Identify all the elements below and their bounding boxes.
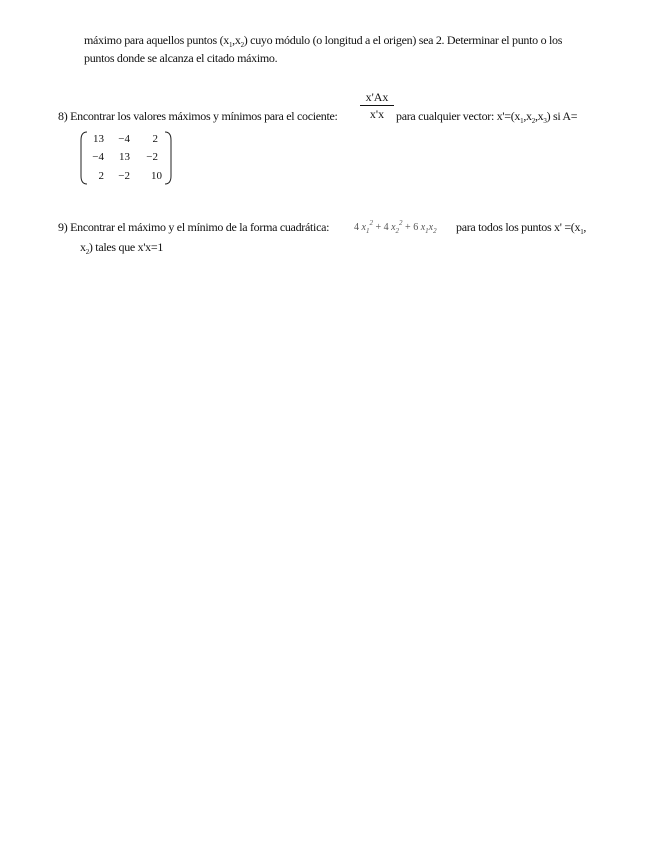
variable: x: [420, 222, 426, 233]
matrix-cell: 2: [98, 170, 104, 182]
matrix-cell: 13: [93, 133, 104, 145]
superscript: 2: [369, 219, 373, 227]
problem-9-points-text: [456, 220, 586, 239]
quotient-fraction: [360, 90, 394, 121]
text-segment: ) cuyo módulo (o longitud a el origen) sea 2. Determinar el punto o los: [243, 33, 563, 47]
subscript: 2: [85, 248, 89, 256]
continuation-line-2: [84, 51, 277, 65]
text-segment: ) tales que x'x=1: [88, 240, 164, 254]
subscript: 1: [365, 227, 370, 235]
subscript: 1: [228, 41, 233, 49]
variable: x: [361, 222, 366, 233]
text-segment: ,x: [232, 33, 241, 47]
subscript: 2: [395, 227, 400, 235]
matrix-a: [80, 130, 172, 186]
matrix-cell: 10: [151, 170, 162, 182]
matrix-cell: 2: [152, 133, 158, 145]
operator: +: [372, 222, 384, 233]
coefficient: 6: [413, 222, 419, 233]
subscript: 2: [531, 117, 535, 125]
text-segment: máximo para aquellos puntos (x: [84, 33, 229, 47]
text-segment: ,x: [534, 109, 544, 123]
text-segment: para todos los puntos x' =(x: [456, 220, 581, 234]
problem-8-label: [58, 109, 338, 123]
operator: +: [402, 222, 414, 233]
variable: x: [391, 222, 396, 233]
subscript: 3: [543, 117, 547, 125]
matrix-cell: −4: [92, 151, 104, 163]
fraction-numerator: x'Ax: [365, 90, 389, 104]
subscript: 1: [520, 117, 524, 125]
coefficient: 4: [383, 222, 389, 233]
matrix-cell: −4: [118, 133, 130, 145]
matrix-cell: 13: [119, 151, 130, 163]
problem-8-vector-text: [396, 109, 577, 128]
subscript: 2: [433, 227, 437, 235]
matrix-cell: −2: [146, 151, 158, 163]
fraction-bar: [360, 105, 394, 106]
fraction-denominator: x'x: [369, 107, 385, 121]
text-segment: para cualquier vector: x'=(x: [396, 109, 521, 123]
subscript: 1: [425, 227, 429, 235]
problem-9-line-2: [80, 240, 163, 259]
text-segment: ) si A=: [546, 109, 578, 123]
text-segment: ,x: [523, 109, 532, 123]
continuation-line-1: [84, 33, 562, 52]
text-segment: puntos donde se alcanza el citado máximo.: [84, 51, 278, 65]
superscript: 2: [399, 219, 403, 227]
text-segment: 9) Encontrar el máximo y el mínimo de la forma cuadrática:: [58, 220, 330, 234]
subscript: 1: [580, 228, 584, 236]
variable: x: [428, 222, 434, 233]
matrix-cell: −2: [118, 170, 130, 182]
problem-9-label: [58, 220, 329, 234]
subscript: 2: [240, 41, 244, 49]
text-segment: 8) Encontrar los valores máximos y mínimos para el cociente:: [58, 109, 338, 123]
text-segment: x: [80, 240, 86, 254]
quadratic-form: [354, 217, 437, 237]
text-segment: ,: [583, 220, 587, 234]
coefficient: 4: [354, 222, 359, 233]
